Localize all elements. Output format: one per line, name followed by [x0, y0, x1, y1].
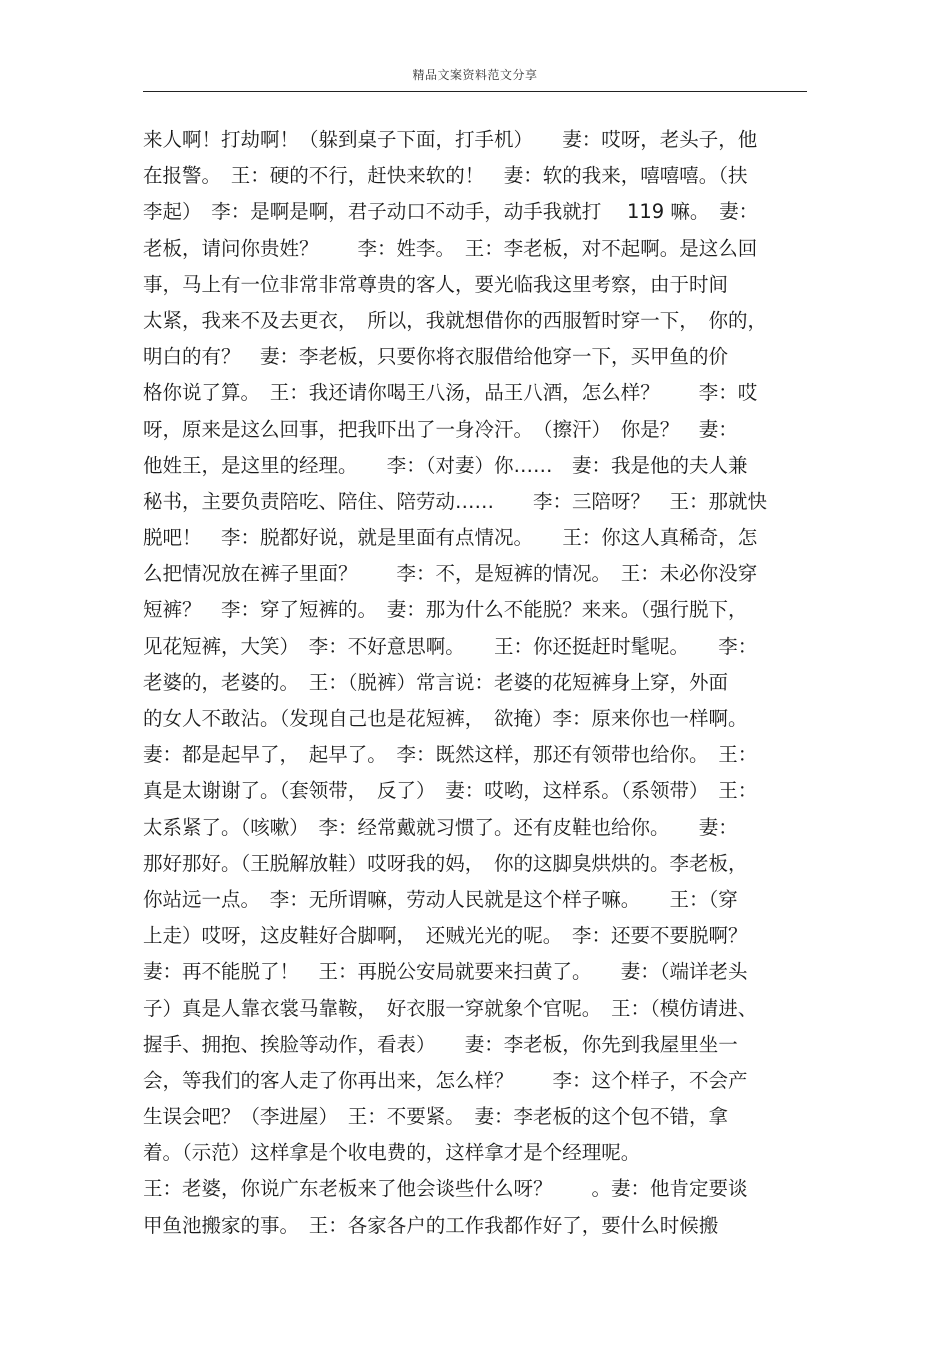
text-line: 老婆的，老婆的。 王：（脱裤）常言说：老婆的花短裤身上穿，外面	[143, 670, 729, 694]
text-line: 呀，原来是这么回事，把我吓出了一身冷汗。 （擦汗） 你是？ 妻：	[143, 417, 738, 441]
text-line: 见花短裤，大笑） 李：不好意思啊。 王：你还挺赶时髦呢。 李：	[143, 634, 758, 658]
text-line: 会，等我们的客人走了你再出来，怎么样？ 李：这个样子，不会产	[143, 1068, 748, 1092]
text-line: 在报警。 王：硬的不行，赶快来软的！ 妻：软的我来，嘻嘻嘻。（扶	[143, 164, 748, 188]
script-body-text	[143, 122, 807, 1244]
text-line: 太紧，我来不及去更衣， 所以，我就想借你的西服暂时穿一下， 你的，	[143, 308, 768, 332]
text-line: 妻：都是起早了， 起早了。 李：既然这样，那还有领带也给你。 王：	[143, 743, 758, 767]
text-line: 来人啊！打劫啊！（躲到桌子下面，打手机） 妻：哎呀，老头子，他	[143, 128, 758, 151]
page-header-title: 精品文案资料范文分享	[412, 68, 538, 82]
text-line: 短裤？ 李：穿了短裤的。 妻：那为什么不能脱？来来。（强行脱下，	[143, 598, 748, 622]
text-line: 上走）哎呀，这皮鞋好合脚啊， 还贼光光的呢。 李：还要不要脱啊？	[143, 924, 748, 948]
text-line: 生误会吧？（李进屋） 王：不要紧。 妻：李老板的这个包不错，拿	[143, 1105, 729, 1129]
header-divider	[143, 91, 807, 92]
text-line: 他姓王，是这里的经理。 李：（对妻）你…… 妻：我是他的夫人兼	[143, 453, 748, 477]
text-line: 格你说了算。 王：我还请你喝王八汤，品王八酒，怎么样？ 李：哎	[143, 381, 758, 405]
text-line: 妻：再不能脱了！ 王：再脱公安局就要来扫黄了。 妻：（端详老头	[143, 960, 748, 984]
text-line: 你站远一点。 李：无所谓嘛，劳动人民就是这个样子嘛。 王：（穿	[143, 887, 738, 911]
text-line: 着。（示范）这样拿是个收电费的，这样拿才是个经理呢。	[143, 1141, 641, 1165]
text-line: 的女人不敢沾。（发现自己也是花短裤， 欲掩）李：原来你也一样啊。	[143, 707, 748, 730]
text-line: 李起） 李：是啊是啊，君子动口不动手，动手我就打 119 嘛。 妻：	[143, 200, 759, 224]
text-line: 明白的有？ 妻：李老板，只要你将衣服借给他穿一下，买甲鱼的价	[143, 345, 729, 369]
text-line: 王：老婆，你说广东老板来了他会谈些什么呀？ 。妻：他肯定要谈	[143, 1177, 748, 1201]
text-line: 真是太谢谢了。（套领带， 反了） 妻：哎哟，这样系。（系领带） 王：	[143, 779, 758, 803]
text-line: 那好那好。（王脱解放鞋）哎呀我的妈， 你的这脚臭烘烘的。李老板，	[143, 851, 748, 875]
text-line: 握手、拥抱、挨脸等动作，看表） 妻：李老板，你先到我屋里坐一	[143, 1032, 738, 1056]
text-line: 子）真是人靠衣裳马靠鞍， 好衣服一穿就象个官呢。 王：（模仿请进、	[143, 996, 758, 1020]
text-line: 事，马上有一位非常非常尊贵的客人，要光临我这里考察，由于时间	[143, 272, 729, 296]
text-line: 太系紧了。（咳嗽） 李：经常戴就习惯了。还有皮鞋也给你。 妻：	[143, 815, 738, 839]
text-line: 甲鱼池搬家的事。 王：各家各户的工作我都作好了，要什么时候搬	[143, 1213, 719, 1237]
text-line: 么把情况放在裤子里面？ 李：不，是短裤的情况。 王：未必你没穿	[143, 562, 758, 586]
text-line: 老板，请问你贵姓？ 李：姓李。 王：李老板，对不起啊。是这么回	[143, 236, 758, 260]
text-line: 秘书，主要负责陪吃、陪住、陪劳动…… 李：三陪呀？ 王：那就快	[143, 489, 768, 513]
text-line: 脱吧！ 李：脱都好说，就是里面有点情况。 王：你这人真稀奇，怎	[143, 526, 758, 550]
